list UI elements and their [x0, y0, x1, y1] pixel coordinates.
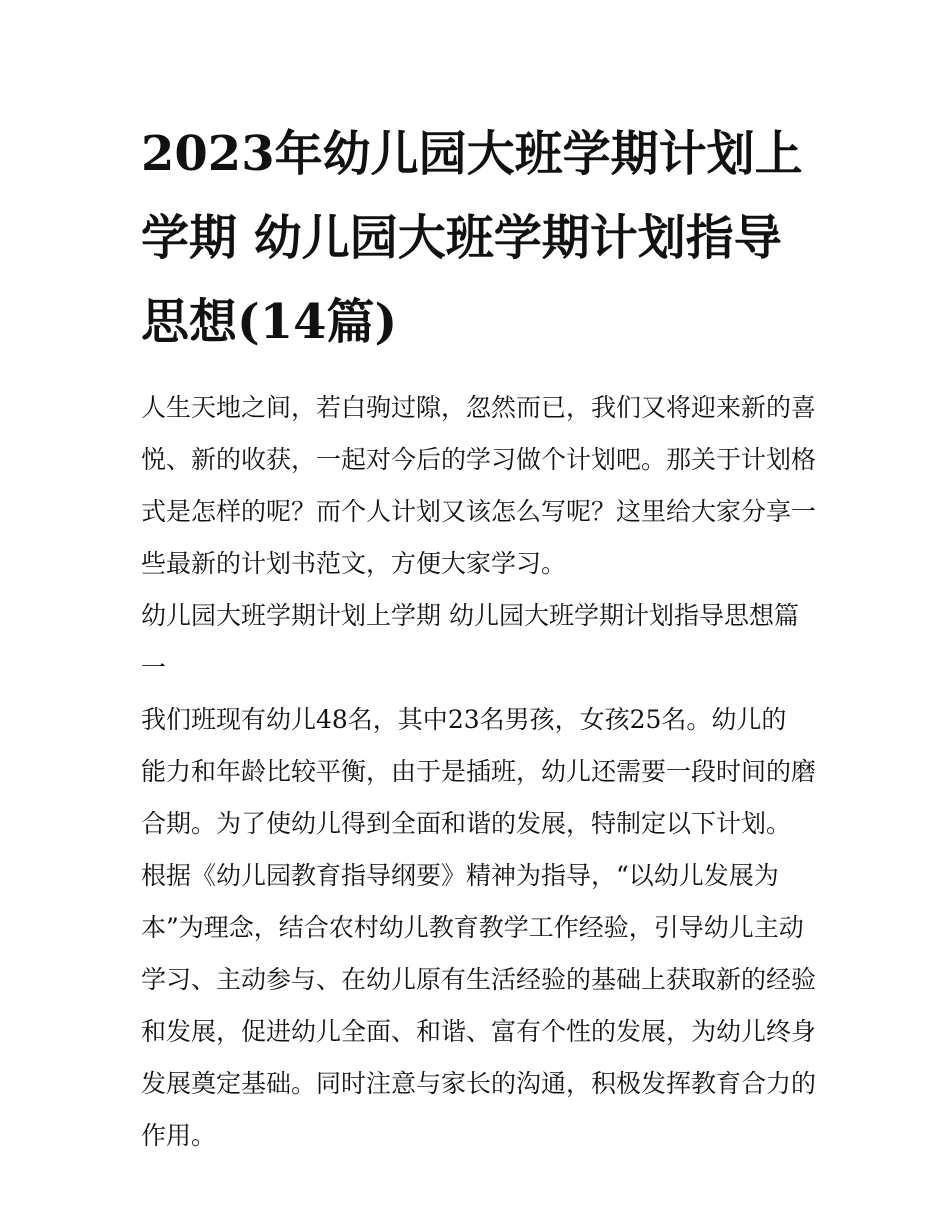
guiding-principle-paragraph	[141, 850, 817, 1162]
text-line: 合期。为了使幼儿得到全面和谐的发展，特制定以下计划。	[141, 809, 792, 838]
text-line: 发展奠定基础。同时注意与家长的沟通，积极发挥教育合力的	[141, 1069, 817, 1098]
text-line: 式是怎样的呢？而个人计划又该怎么写呢？这里给大家分享一	[141, 497, 817, 526]
class-overview-paragraph	[141, 694, 817, 850]
text-line: 本”为理念，结合农村幼儿教育教学工作经验，引导幼儿主动	[141, 913, 804, 942]
text-line: 我们班现有幼儿48名，其中23名男孩，女孩25名。幼儿的	[141, 705, 787, 734]
document-title	[141, 112, 813, 364]
document-page	[141, 112, 817, 1162]
text-line: 人生天地之间，若白驹过隙，忽然而已，我们又将迎来新的喜	[141, 393, 817, 422]
text-line: 根据《幼儿园教育指导纲要》精神为指导，“以幼儿发展为	[141, 861, 779, 890]
section-heading	[141, 590, 813, 694]
text-line: 学习、主动参与、在幼儿原有生活经验的基础上获取新的经验	[141, 965, 817, 994]
intro-paragraph	[141, 382, 817, 590]
document-body	[141, 382, 817, 1162]
text-line: 和发展，促进幼儿全面、和谐、富有个性的发展，为幼儿终身	[141, 1017, 817, 1046]
title-line: 2023年幼儿园大班学期计划上	[141, 126, 803, 182]
text-line: 些最新的计划书范文，方便大家学习。	[141, 549, 567, 578]
title-line: 学期 幼儿园大班学期计划指导	[141, 210, 782, 266]
text-line: 作用。	[141, 1121, 217, 1150]
title-line: 思想(14篇)	[141, 294, 398, 350]
text-line: 悦、新的收获，一起对今后的学习做个计划吧。那关于计划格	[141, 445, 817, 474]
text-line: 一	[141, 653, 167, 682]
text-line: 幼儿园大班学期计划上学期 幼儿园大班学期计划指导思想篇	[141, 601, 799, 630]
text-line: 能力和年龄比较平衡，由于是插班，幼儿还需要一段时间的磨	[141, 757, 817, 786]
